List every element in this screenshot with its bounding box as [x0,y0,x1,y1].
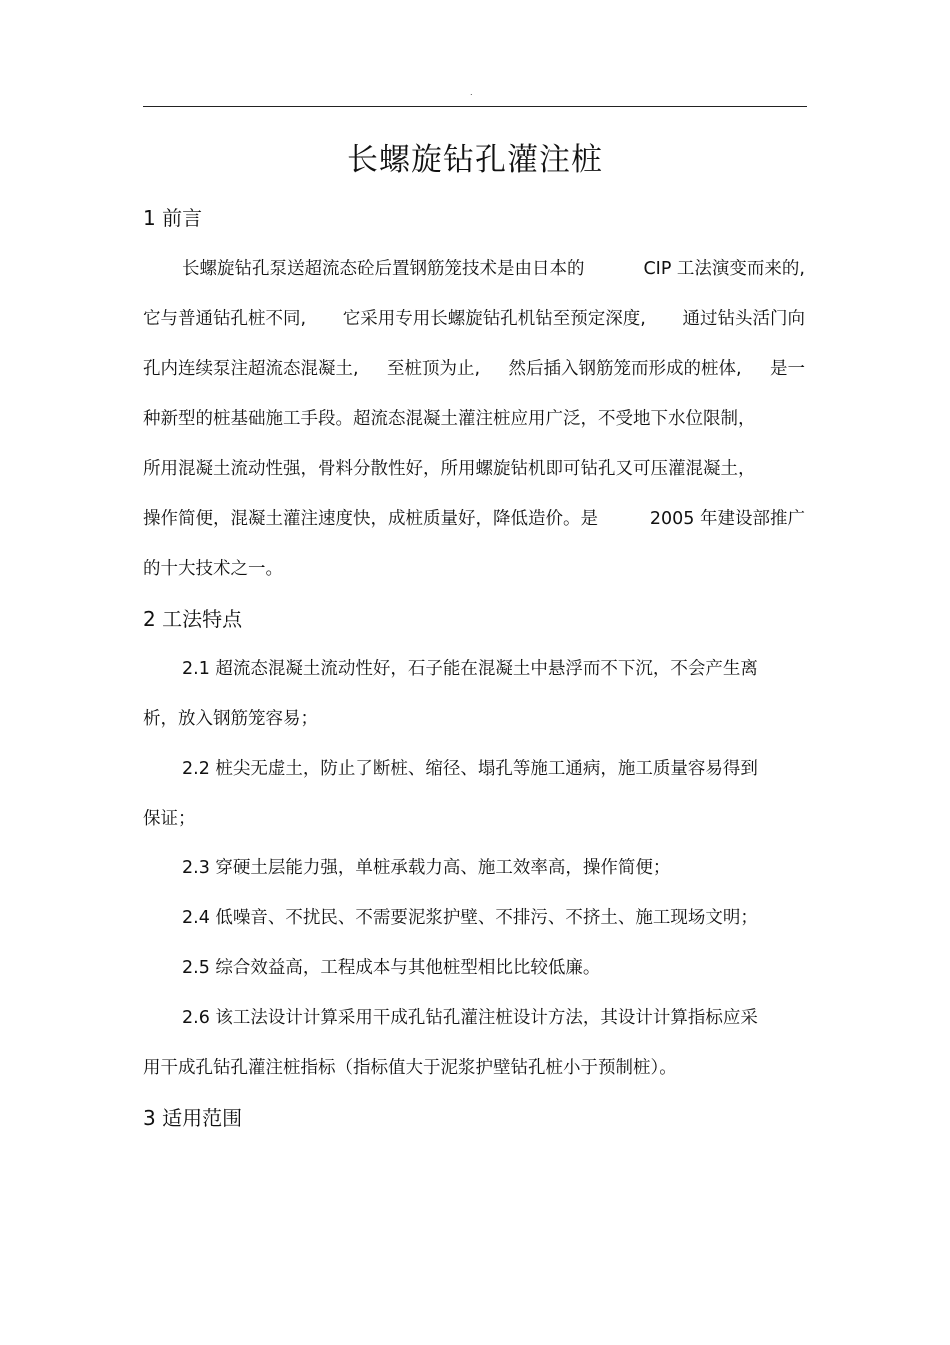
feature-2-5: 2.5 综合效益高，工程成本与其他桩型相比比较低廉。 [182,958,601,978]
intro-line-3-part-4: 是一 [770,359,805,379]
section-heading-1: 1 前言 [143,206,203,230]
intro-line-3-part-1: 孔内连续泵注超流态混凝土, [143,359,359,379]
section-heading-3: 3 适用范围 [143,1106,243,1130]
intro-line-2-part-1: 它与普通钻孔桩不同, [143,309,307,329]
intro-line-2-part-3: 通过钻头活门向 [682,309,805,329]
feature-2-2-line-1: 2.2 桩尖无虚土，防止了断桩、缩径、塌孔等施工通病，施工质量容易得到 [182,759,758,779]
header-rule [143,106,807,107]
intro-line-1-part-2: CIP 工法演变而来的, [643,259,805,279]
feature-2-4: 2.4 低噪音、不扰民、不需要泥浆护壁、不排污、不挤土、施工现场文明； [182,908,758,928]
feature-2-1-line-1: 2.1 超流态混凝土流动性好，石子能在混凝土中悬浮而不下沉，不会产生离 [182,659,758,679]
intro-line-2 [143,306,805,332]
intro-line-1 [182,256,805,282]
feature-2-1-line-2: 析，放入钢筋笼容易； [143,709,318,729]
intro-line-3 [143,356,805,382]
intro-line-7: 的十大技术之一。 [143,559,283,579]
feature-2-3: 2.3 穿硬土层能力强，单桩承载力高、施工效率高，操作简便； [182,858,671,878]
intro-line-6 [143,506,805,532]
intro-line-1-part-1: 长螺旋钻孔泵送超流态砼后置钢筋笼技术是由日本的 [182,259,585,279]
document-title: 长螺旋钻孔灌注桩 [347,142,603,178]
intro-line-4: 种新型的桩基础施工手段。超流态混凝土灌注桩应用广泛，不受地下水位限制， [143,409,756,429]
intro-line-3-part-3: 然后插入钢筋笼而形成的桩体, [508,359,742,379]
intro-line-5: 所用混凝土流动性强，骨料分散性好，所用螺旋钻机即可钻孔又可压灌混凝土， [143,459,756,479]
intro-line-6-part-1: 操作简便，混凝土灌注速度快，成桩质量好，降低造价。是 [143,509,598,529]
header-mark: . [470,88,473,97]
feature-2-6-line-1: 2.6 该工法设计计算采用干成孔钻孔灌注桩设计方法，其设计计算指标应采 [182,1008,758,1028]
intro-line-2-part-2: 它采用专用长螺旋钻孔机钻至预定深度, [342,309,646,329]
intro-line-6-part-2: 2005 年建设部推广 [649,509,805,529]
feature-2-6-line-2: 用干成孔钻孔灌注桩指标（指标值大于泥浆护壁钻孔桩小于预制桩）。 [143,1058,677,1078]
feature-2-2-line-2: 保证； [143,809,196,829]
section-heading-2: 2 工法特点 [143,607,243,631]
intro-line-3-part-2: 至桩顶为止, [387,359,481,379]
